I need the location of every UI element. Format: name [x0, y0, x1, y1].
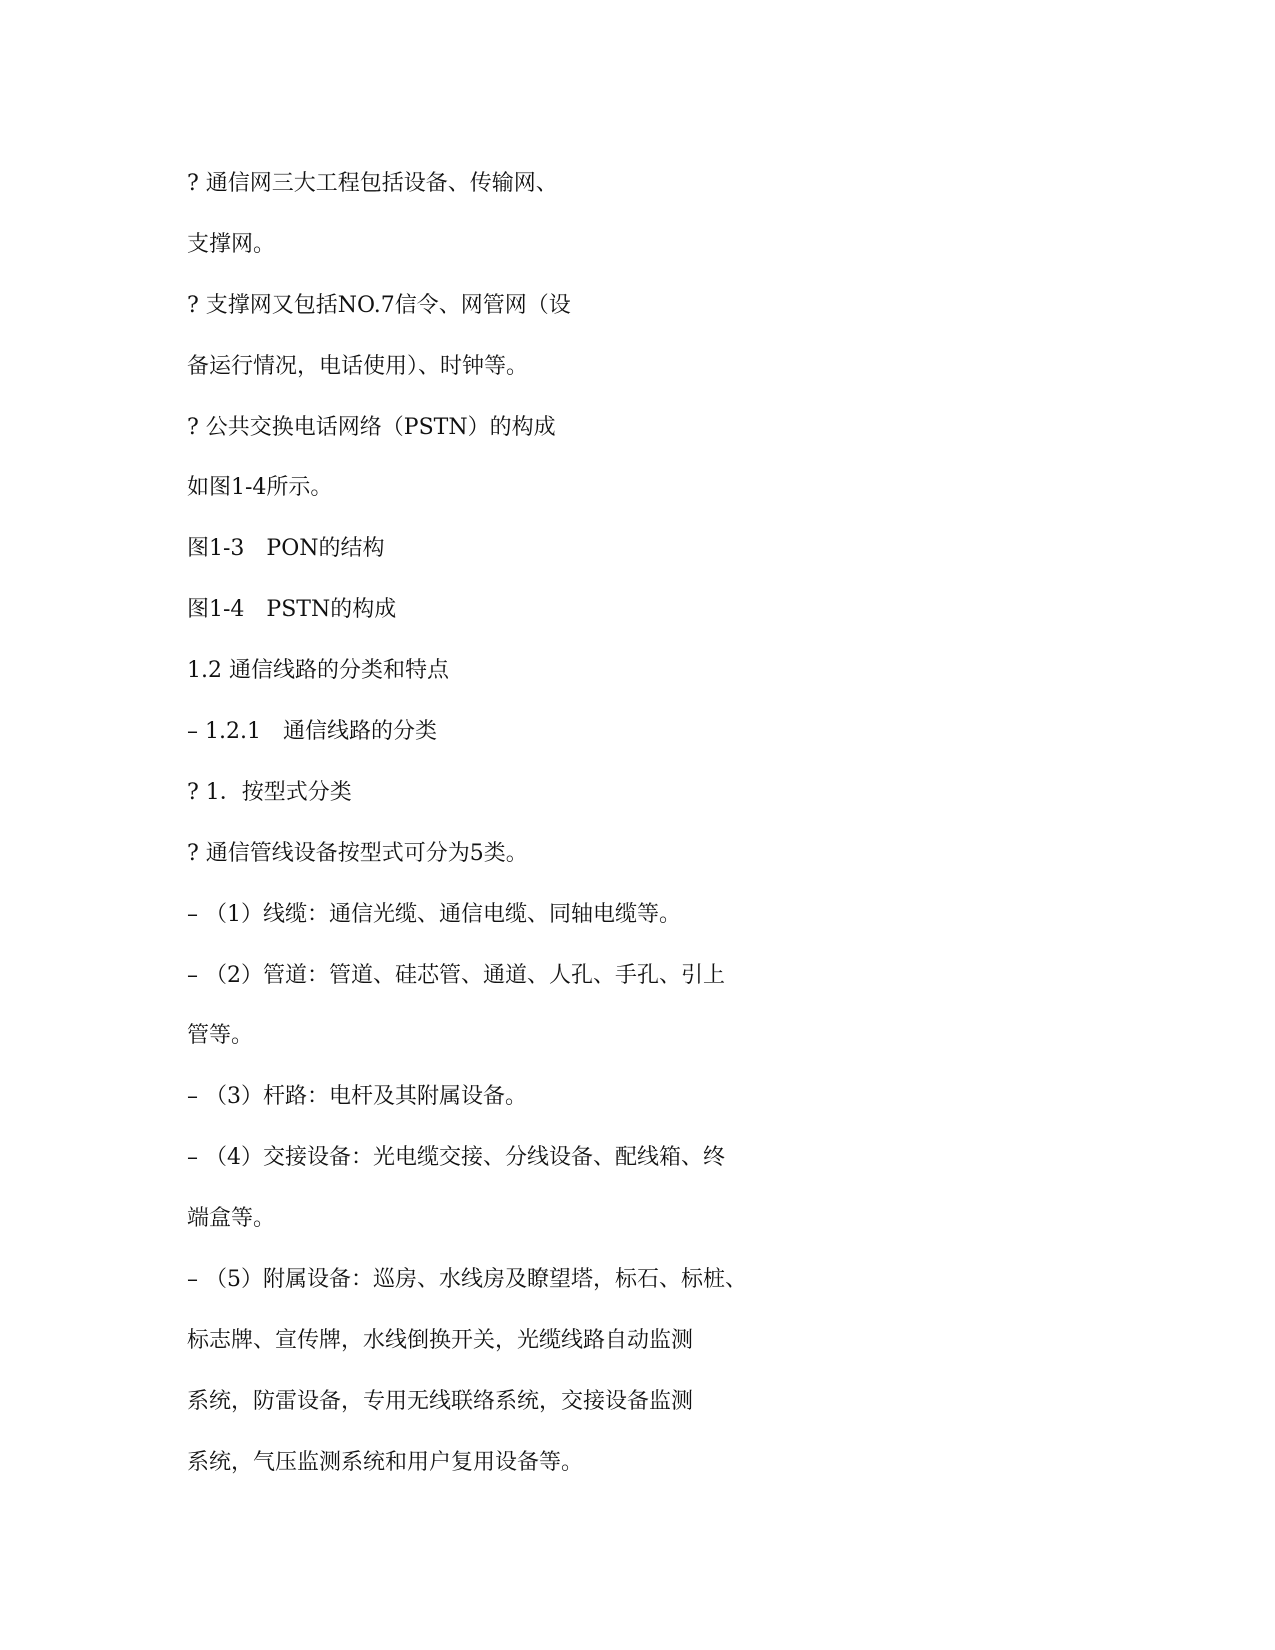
text-line: 支撑网。	[187, 231, 276, 257]
text-line: ? 公共交换电话网络（PSTN）的构成	[187, 414, 556, 440]
text-line: ? 通信管线设备按型式可分为5类。	[187, 840, 528, 866]
list-item: – （2）管道：管道、硅芯管、通道、人孔、手孔、引上	[187, 962, 725, 988]
list-item-continuation: 系统，气压监测系统和用户复用设备等。	[187, 1449, 584, 1475]
list-heading: ? 1．按型式分类	[187, 779, 352, 805]
figure-caption: 图1-4 PSTN的构成	[187, 597, 397, 623]
list-item-continuation: 端盒等。	[187, 1206, 276, 1232]
list-item: – （4）交接设备：光电缆交接、分线设备、配线箱、终	[187, 1145, 725, 1171]
figure-caption: 图1-3 PON的结构	[187, 536, 385, 562]
text-line: 备运行情况，电话使用）、时钟等。	[187, 353, 529, 379]
list-item: – （3）杆路：电杆及其附属设备。	[187, 1084, 527, 1110]
list-item-continuation: 标志牌、宣传牌，水线倒换开关，光缆线路自动监测	[187, 1327, 694, 1353]
list-item: – （1）线缆：通信光缆、通信电缆、同轴电缆等。	[187, 901, 681, 927]
list-item-continuation: 系统，防雷设备，专用无线联络系统，交接设备监测	[187, 1388, 694, 1414]
text-line: 如图1-4所示。	[187, 475, 333, 501]
text-line: ? 支撑网又包括NO.7信令、网管网（设	[187, 292, 571, 318]
section-heading: 1.2 通信线路的分类和特点	[187, 658, 449, 684]
document-body	[187, 170, 1087, 1510]
list-item: – （5）附属设备：巡房、水线房及瞭望塔，标石、标桩、	[187, 1267, 747, 1293]
list-item-continuation: 管等。	[187, 1023, 254, 1049]
text-line: ? 通信网三大工程包括设备、传输网、	[187, 171, 558, 196]
subsection-heading: – 1.2.1 通信线路的分类	[187, 719, 437, 745]
